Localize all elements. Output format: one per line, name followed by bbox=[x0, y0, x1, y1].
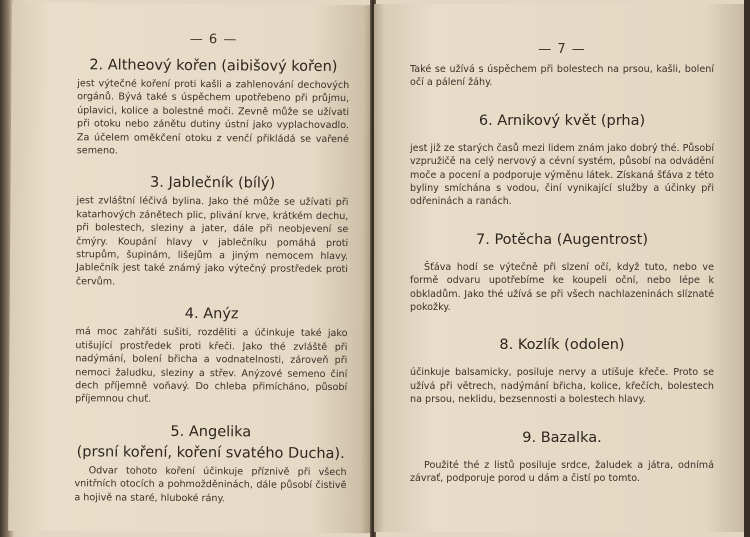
section-text-bazalka: Použité thé z listů posiluje srdce, žaludek a játra, odnímá závrať, podporuje porod u dám a čistí po tomto. bbox=[410, 459, 714, 485]
section-text-jablecnik: jest zvláštní léčivá bylina. Jako thé může se užívati při katarhových zánětech plic, plivání krve, krátkém dechu, při bolestech, sleziny a jater, dále při neobjevení se čmýry. Koupání hlavy v jablečníku pomáhá proti strupům, šupinám, lišejům a jiným nemocem hlavy. Jablečník jest také známý jako výtečný prostředek proti červům. bbox=[75, 195, 349, 288]
section-title-anyz: 4. Anýz bbox=[184, 306, 239, 323]
section-title-bazalka: 9. Bazalka. bbox=[522, 429, 602, 446]
section-text-althea: jest výtečné koření proti kašli a zahlenování dechových orgánů. Bývá také s úspěchem upotřebeno při průjmu, úplavici, kolice a bolestné moči. Zevně může se užívati při otoku nebo zánětu dutiny ústní jako vyplachovadlo. Za účelem oměkčení otoku z venčí přikládá se vařené semeno. bbox=[76, 78, 350, 157]
section-text-arnika: jest již ze starých časů mezi lidem znám jako dobrý thé. Působí vzpružičě na celý nervový a cévní systém, působí na odvádění moče a pocení a podporuje výměnu látek. Získaná šťáva z této byliny smíchána s vodou, činí vynikající služby a účinky při odřeninách a ranách. bbox=[410, 142, 714, 208]
section-text-kozlik: účinkuje balsamicky, posiluje nervy a utišuje křeče. Proto se užívá při větrech, nadýmání břicha, kolice, křečích, bolestech na prsou, neklidu, bezsennosti a bolestech hlavy. bbox=[410, 367, 714, 406]
section-title-kozlik: 8. Kozlík (odolen) bbox=[499, 337, 625, 354]
intro-text: Také se užívá s úspěchem při bolestech na prsou, kašli, bolení očí a pálení žáhy. bbox=[410, 64, 714, 89]
section-title-althea: 2. Altheový kořen (aibišový kořen) bbox=[89, 57, 338, 76]
right-page bbox=[374, 4, 744, 532]
section-text-anyz: má moc zahřáti sušiti, rozděliti a účinkuje také jako utišující prostředek proti křeči. Jako thé zvláště při nadýmání, bolení břicha a vodnatelnosti, zároveň při nemoci žaludku, sleziny a střev. Anýzové semeno činí dech příjemně voňavý. Do chleba přimícháno, působí příjemnou chuť. bbox=[75, 326, 348, 406]
left-page-content bbox=[8, 3, 374, 534]
left-page bbox=[8, 3, 374, 534]
right-page-content bbox=[374, 4, 744, 532]
section-title-jablecnik: 3. Jablečník (bílý) bbox=[149, 175, 276, 193]
section-title-angelika: 5. Angelika bbox=[170, 423, 252, 441]
section-text-potecha: Šťáva hodí se výtečně při slzení očí, když tuto, nebo ve formě odvaru upotřebíme ke koupeli oční, nebo lépe k obkladům. Jako thé užívá se při všech nachlazeninách slíznaté pokožky. bbox=[410, 261, 714, 314]
section-title-potecha: 7. Potěcha (Augentrost) bbox=[476, 231, 648, 248]
page-number-left: — 6 — bbox=[189, 31, 238, 48]
section-subtitle-angelika: (prsní koření, koření svatého Ducha). bbox=[76, 443, 345, 462]
page-number-right: — 7 — bbox=[538, 42, 586, 57]
section-title-arnika: 6. Arnikový květ (prha) bbox=[478, 112, 646, 129]
section-text-angelika: Odvar tohoto koření účinkuje příznivě při všech vnitřních otocích a pohmožděninách, dále působí čistivě a hojivě na staré, hluboké rány. bbox=[74, 465, 347, 504]
book-edge bbox=[744, 0, 750, 537]
